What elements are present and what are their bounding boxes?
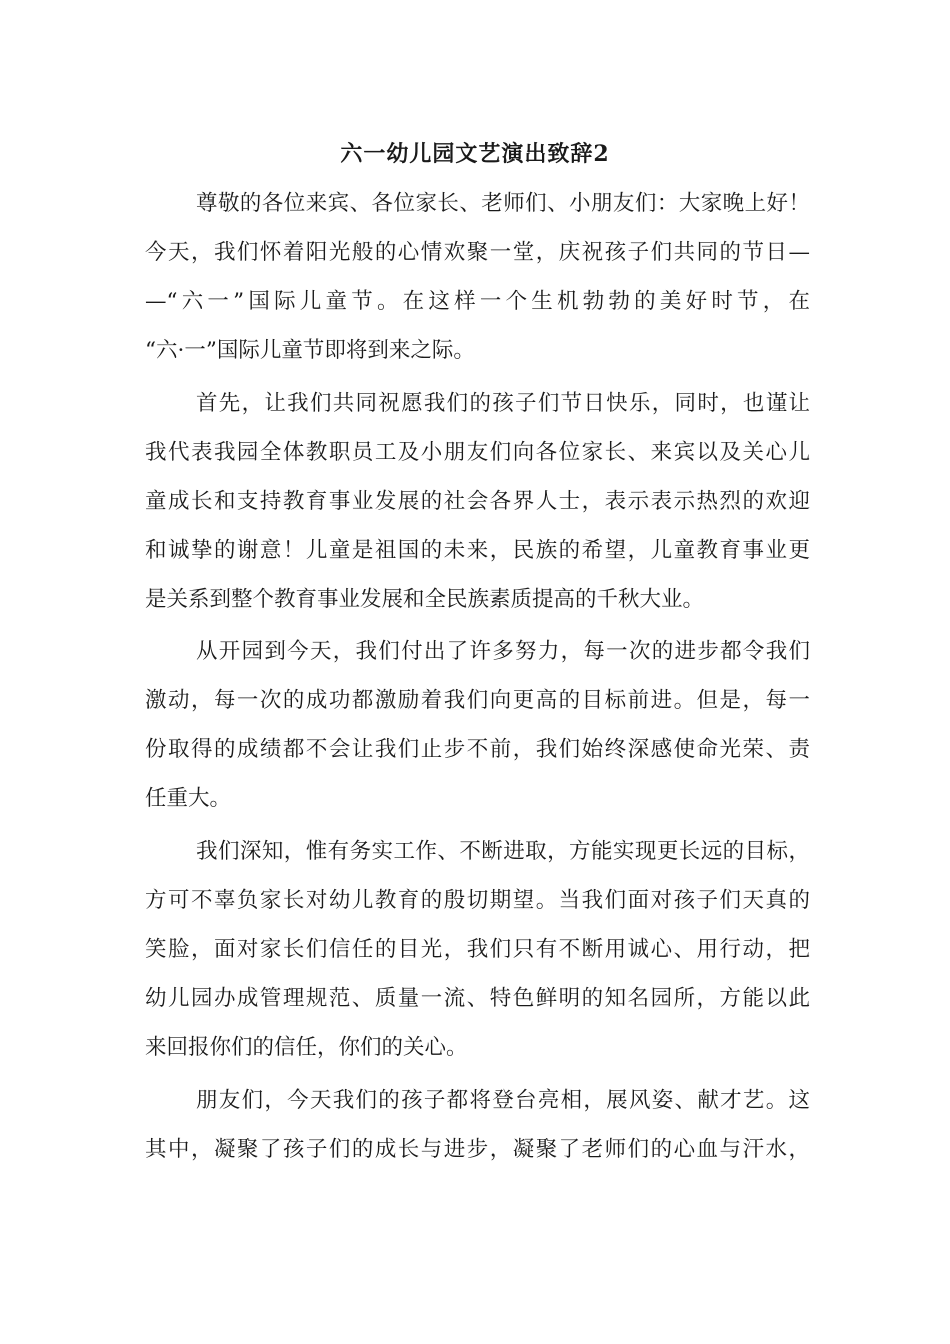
text-line: 笑脸，面对家长们信任的目光，我们只有不断用诚心、用行动，把 (145, 937, 810, 962)
document-title: 六一幼儿园文艺演出致辞2 (340, 141, 610, 167)
text-line: 来回报你们的信任，你们的关心。 (145, 1035, 468, 1060)
text-line: 童成长和支持教育事业发展的社会各界人士，表示表示热烈的欢迎 (145, 489, 810, 514)
text-line: 尊敬的各位来宾、各位家长、老师们、小朋友们：大家晚上好！ (196, 191, 810, 216)
text-line: 首先，让我们共同祝愿我们的孩子们节日快乐，同时，也谨让 (196, 391, 810, 416)
text-line: 份取得的成绩都不会让我们止步不前，我们始终深感使命光荣、责 (145, 737, 810, 762)
text-line: 朋友们，今天我们的孩子都将登台亮相，展风姿、献才艺。这 (196, 1088, 810, 1113)
text-line: 今天，我们怀着阳光般的心情欢聚一堂，庆祝孩子们共同的节日— (145, 240, 810, 265)
text-line: —“六一”国际儿童节。在这样一个生机勃勃的美好时节，在 (145, 289, 810, 314)
text-line: 我们深知，惟有务实工作、不断进取，方能实现更长远的目标， (196, 839, 810, 864)
text-line: 是关系到整个教育事业发展和全民族素质提高的千秋大业。 (145, 587, 705, 612)
text-line: 方可不辜负家长对幼儿教育的殷切期望。当我们面对孩子们天真的 (145, 888, 810, 913)
text-line: “六·一”国际儿童节即将到来之际。 (145, 338, 475, 363)
text-line: 和诚挚的谢意！儿童是祖国的未来，民族的希望，儿童教育事业更 (145, 538, 810, 563)
text-line: 从开园到今天，我们付出了许多努力，每一次的进步都令我们 (196, 639, 810, 664)
text-line: 我代表我园全体教职员工及小朋友们向各位家长、来宾以及关心儿 (145, 440, 810, 465)
text-line: 任重大。 (145, 786, 232, 811)
text-line: 激动，每一次的成功都激励着我们向更高的目标前进。但是，每一 (145, 688, 810, 713)
text-line: 幼儿园办成管理规范、质量一流、特色鲜明的知名园所，方能以此 (145, 986, 810, 1011)
text-line: 其中，凝聚了孩子们的成长与进步，凝聚了老师们的心血与汗水， (145, 1137, 810, 1162)
